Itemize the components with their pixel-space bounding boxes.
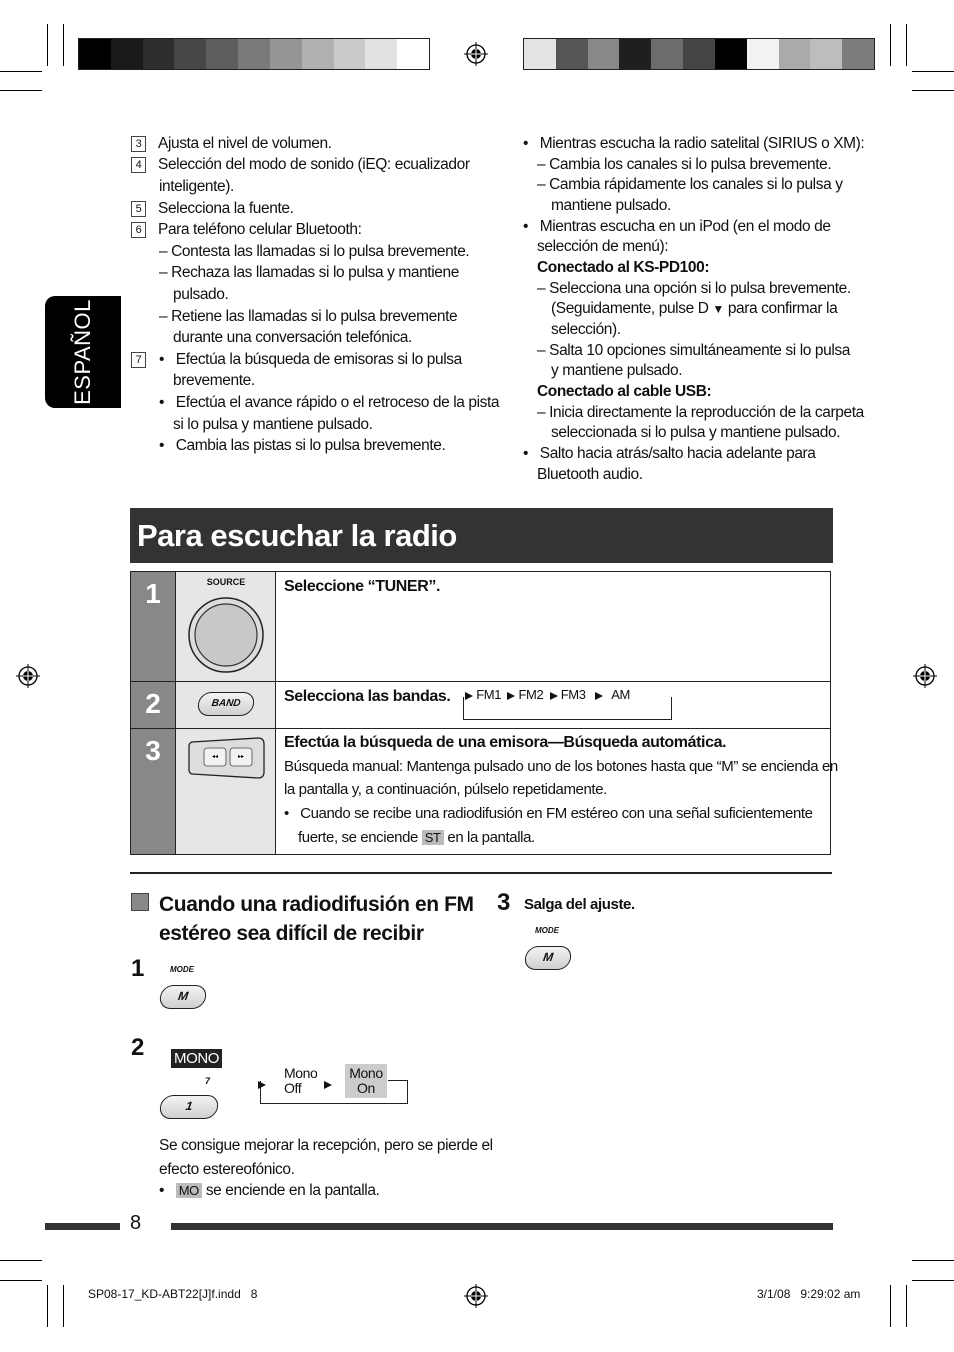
color-swatch: [619, 39, 651, 69]
page-bar-right: [171, 1223, 833, 1230]
color-swatch: [334, 39, 366, 69]
crop-mark: [912, 1280, 954, 1281]
band-label: FM3: [560, 687, 586, 702]
seek-buttons-icon: [188, 736, 266, 780]
color-swatch: [79, 39, 111, 69]
item-number: 6: [131, 222, 146, 238]
band-button: BAND: [196, 692, 255, 716]
crop-mark: [0, 71, 42, 72]
band-label: FM2: [518, 687, 544, 702]
step-illustration: [175, 682, 276, 728]
sub-item: Bluetooth audio.: [537, 466, 643, 483]
color-bar-left: [78, 38, 430, 70]
item-number: 3: [131, 136, 146, 152]
sub-item: – Salta 10 opciones simultáneamente si lo pulsa: [537, 342, 850, 359]
source-label: SOURCE: [206, 577, 246, 587]
color-swatch: [206, 39, 238, 69]
footer-filename: SP08-17_KD-ABT22[J]f.indd 8: [88, 1287, 258, 1301]
item-text: Ajusta el nivel de volumen.: [158, 135, 332, 152]
sub-item: – Cambia rápidamente los canales si lo pulsa y: [537, 176, 843, 193]
arrow-right-icon: [324, 1076, 332, 1094]
step-illustration: [175, 729, 276, 854]
note-text: Se consigue mejorar la recepción, pero se pierde el efecto estereofónico.: [159, 1137, 493, 1178]
item-number: 4: [131, 157, 146, 173]
item-text: Selección del modo de sonido (iEQ: ecualizador: [158, 156, 470, 173]
sub-item: – Cambia los canales si lo pulsa brevemente.: [537, 156, 832, 173]
divider: [130, 872, 832, 874]
list-item: [131, 154, 470, 175]
item-text: Selecciona la fuente.: [158, 200, 294, 217]
crop-mark: [63, 24, 64, 66]
step-text: Búsqueda manual: Mantenga pulsado uno de los botones hasta que “M” se encienda en: [284, 758, 838, 775]
color-swatch: [174, 39, 206, 69]
crop-mark: [912, 71, 954, 72]
key-number: 7: [205, 1076, 211, 1086]
crop-mark: [47, 1285, 48, 1327]
preset-1-button: 1: [158, 1095, 219, 1119]
mode-label: MODE: [170, 965, 194, 974]
crop-mark: [906, 1285, 907, 1327]
item-text: inteligente).: [159, 178, 234, 195]
color-swatch: [302, 39, 334, 69]
sub-item: – Inicia directamente la reproducción de la carpeta: [537, 404, 864, 421]
step-number: 3: [131, 729, 175, 854]
sub-item: pulsado.: [173, 286, 229, 303]
step-number: 1: [131, 572, 175, 681]
st-indicator: ST: [422, 830, 444, 845]
language-tab: [45, 296, 121, 408]
list-item: [131, 133, 332, 154]
band-label: AM: [611, 687, 630, 702]
sub-heading: Conectado al KS-PD100:: [537, 259, 710, 276]
mode-button: M: [523, 946, 572, 970]
bullet-item: • MO se enciende en la pantalla.: [159, 1182, 380, 1199]
crop-mark: [0, 90, 42, 91]
sub-item: durante una conversación telefónica.: [173, 329, 412, 346]
color-swatch: [651, 39, 683, 69]
sub-item: mantiene pulsado.: [551, 197, 671, 214]
sub-item: selección).: [551, 321, 621, 338]
item-text: Para teléfono celular Bluetooth:: [158, 221, 362, 238]
svg-text:▸▸: ▸▸: [237, 753, 245, 760]
crop-mark: [906, 24, 907, 66]
subsection-title: Cuando una radiodifusión en FM estéreo sea difícil de recibir: [159, 893, 474, 945]
list-item: [131, 349, 158, 370]
color-swatch: [270, 39, 302, 69]
color-swatch: [588, 39, 620, 69]
crop-mark: [912, 1260, 954, 1261]
section-square-icon: [131, 893, 149, 911]
color-swatch: [747, 39, 779, 69]
bullet-item: • Cuando se recibe una radiodifusión en FM estéreo con una señal suficientemente: [284, 805, 813, 822]
bullet-item: • Mientras escucha la radio satelital (SIRIUS o XM):: [523, 135, 865, 152]
bullet-item: • Efectúa el avance rápido o el retroceso de la pista: [159, 394, 500, 411]
color-swatch: [810, 39, 842, 69]
bullet-item: • Salto hacia atrás/salto hacia adelante para: [523, 445, 816, 462]
sub-item: seleccionada si lo pulsa y mantiene pulsado.: [551, 424, 841, 441]
color-swatch: [556, 39, 588, 69]
color-swatch: [715, 39, 747, 69]
sub-item: – Retiene las llamadas si lo pulsa brevemente: [159, 308, 458, 325]
step-illustration: [175, 572, 276, 681]
crop-mark: [0, 1260, 42, 1261]
step-number: 2: [131, 1034, 145, 1061]
bullet-item: fuerte, se enciende ST en la pantalla.: [298, 829, 535, 846]
registration-mark-icon: [913, 664, 937, 688]
mode-button: M: [158, 985, 207, 1009]
color-swatch: [365, 39, 397, 69]
registration-mark-icon: [464, 1284, 488, 1308]
sub-item: – Selecciona una opción si lo pulsa brevemente.: [537, 280, 851, 297]
color-swatch: [524, 39, 556, 69]
color-swatch: [683, 39, 715, 69]
flow-line: [388, 1080, 408, 1081]
language-tab-label: ESPAÑOL: [70, 299, 95, 405]
step-text: Seleccione “TUNER”.: [284, 578, 441, 595]
step-text: la pantalla y, a continuación, púlselo repetidamente.: [284, 781, 607, 798]
item-number: 7: [131, 352, 146, 368]
registration-mark-icon: [16, 664, 40, 688]
crop-mark: [912, 90, 954, 91]
section-title: Para escuchar la radio: [130, 508, 833, 563]
item-number: 5: [131, 201, 146, 217]
color-swatch: [842, 39, 874, 69]
step-number: 3: [497, 889, 511, 916]
registration-mark-icon: [464, 42, 488, 66]
crop-mark: [890, 1285, 891, 1327]
color-swatch: [779, 39, 811, 69]
step-title: Efectúa la búsqueda de una emisora—Búsqueda automática.: [284, 734, 727, 751]
mode-label: MODE: [535, 926, 559, 935]
step-number: 1: [131, 955, 145, 982]
triangle-down-icon: ▼: [712, 302, 724, 316]
band-cycle-box: [463, 697, 672, 720]
mono-display: MONO: [171, 1049, 222, 1068]
list-item: [131, 198, 294, 219]
crop-mark: [0, 1280, 42, 1281]
step-text: Salga del ajuste.: [524, 896, 635, 913]
crop-mark: [63, 1285, 64, 1327]
sub-heading: Conectado al cable USB:: [537, 383, 712, 400]
bullet-item: si lo pulsa y mantiene pulsado.: [173, 416, 373, 433]
crop-mark: [47, 24, 48, 66]
mono-on-state: Mono On: [345, 1064, 387, 1098]
step-text: Selecciona las bandas.: [284, 688, 451, 705]
sub-item: – Contesta las llamadas si lo pulsa brevemente.: [159, 243, 470, 260]
page-bar-left: [45, 1223, 120, 1230]
sub-item: (Seguidamente, pulse D ▼ para confirmar la: [551, 300, 838, 317]
color-swatch: [111, 39, 143, 69]
bullet-item: • Cambia las pistas si lo pulsa brevemente.: [159, 437, 446, 454]
crop-mark: [890, 24, 891, 66]
arrow-right-icon: [258, 1076, 266, 1094]
mo-indicator: MO: [176, 1183, 202, 1198]
footer-date: 3/1/08 9:29:02 am: [757, 1287, 861, 1301]
color-bar-right: [523, 38, 875, 70]
sub-item: selección de menú):: [537, 238, 669, 255]
sub-item: y mantiene pulsado.: [551, 362, 683, 379]
sub-item: – Rechaza las llamadas si lo pulsa y mantiene: [159, 264, 459, 281]
color-swatch: [238, 39, 270, 69]
color-swatch: [397, 39, 429, 69]
svg-text:◂◂: ◂◂: [211, 753, 219, 760]
bullet-item: • Efectúa la búsqueda de emisoras si lo pulsa: [159, 351, 462, 368]
mono-off-state: Mono Off: [284, 1065, 318, 1096]
color-swatch: [143, 39, 175, 69]
steps-table: [130, 571, 838, 855]
page-number: 8: [130, 1212, 142, 1234]
bullet-item: brevemente.: [173, 372, 255, 389]
list-item: [131, 219, 361, 240]
step-number: 2: [131, 682, 175, 728]
band-label: FM1: [476, 687, 502, 702]
bullet-item: • Mientras escucha en un iPod (en el modo de: [523, 218, 831, 235]
source-knob-icon: [187, 596, 265, 674]
